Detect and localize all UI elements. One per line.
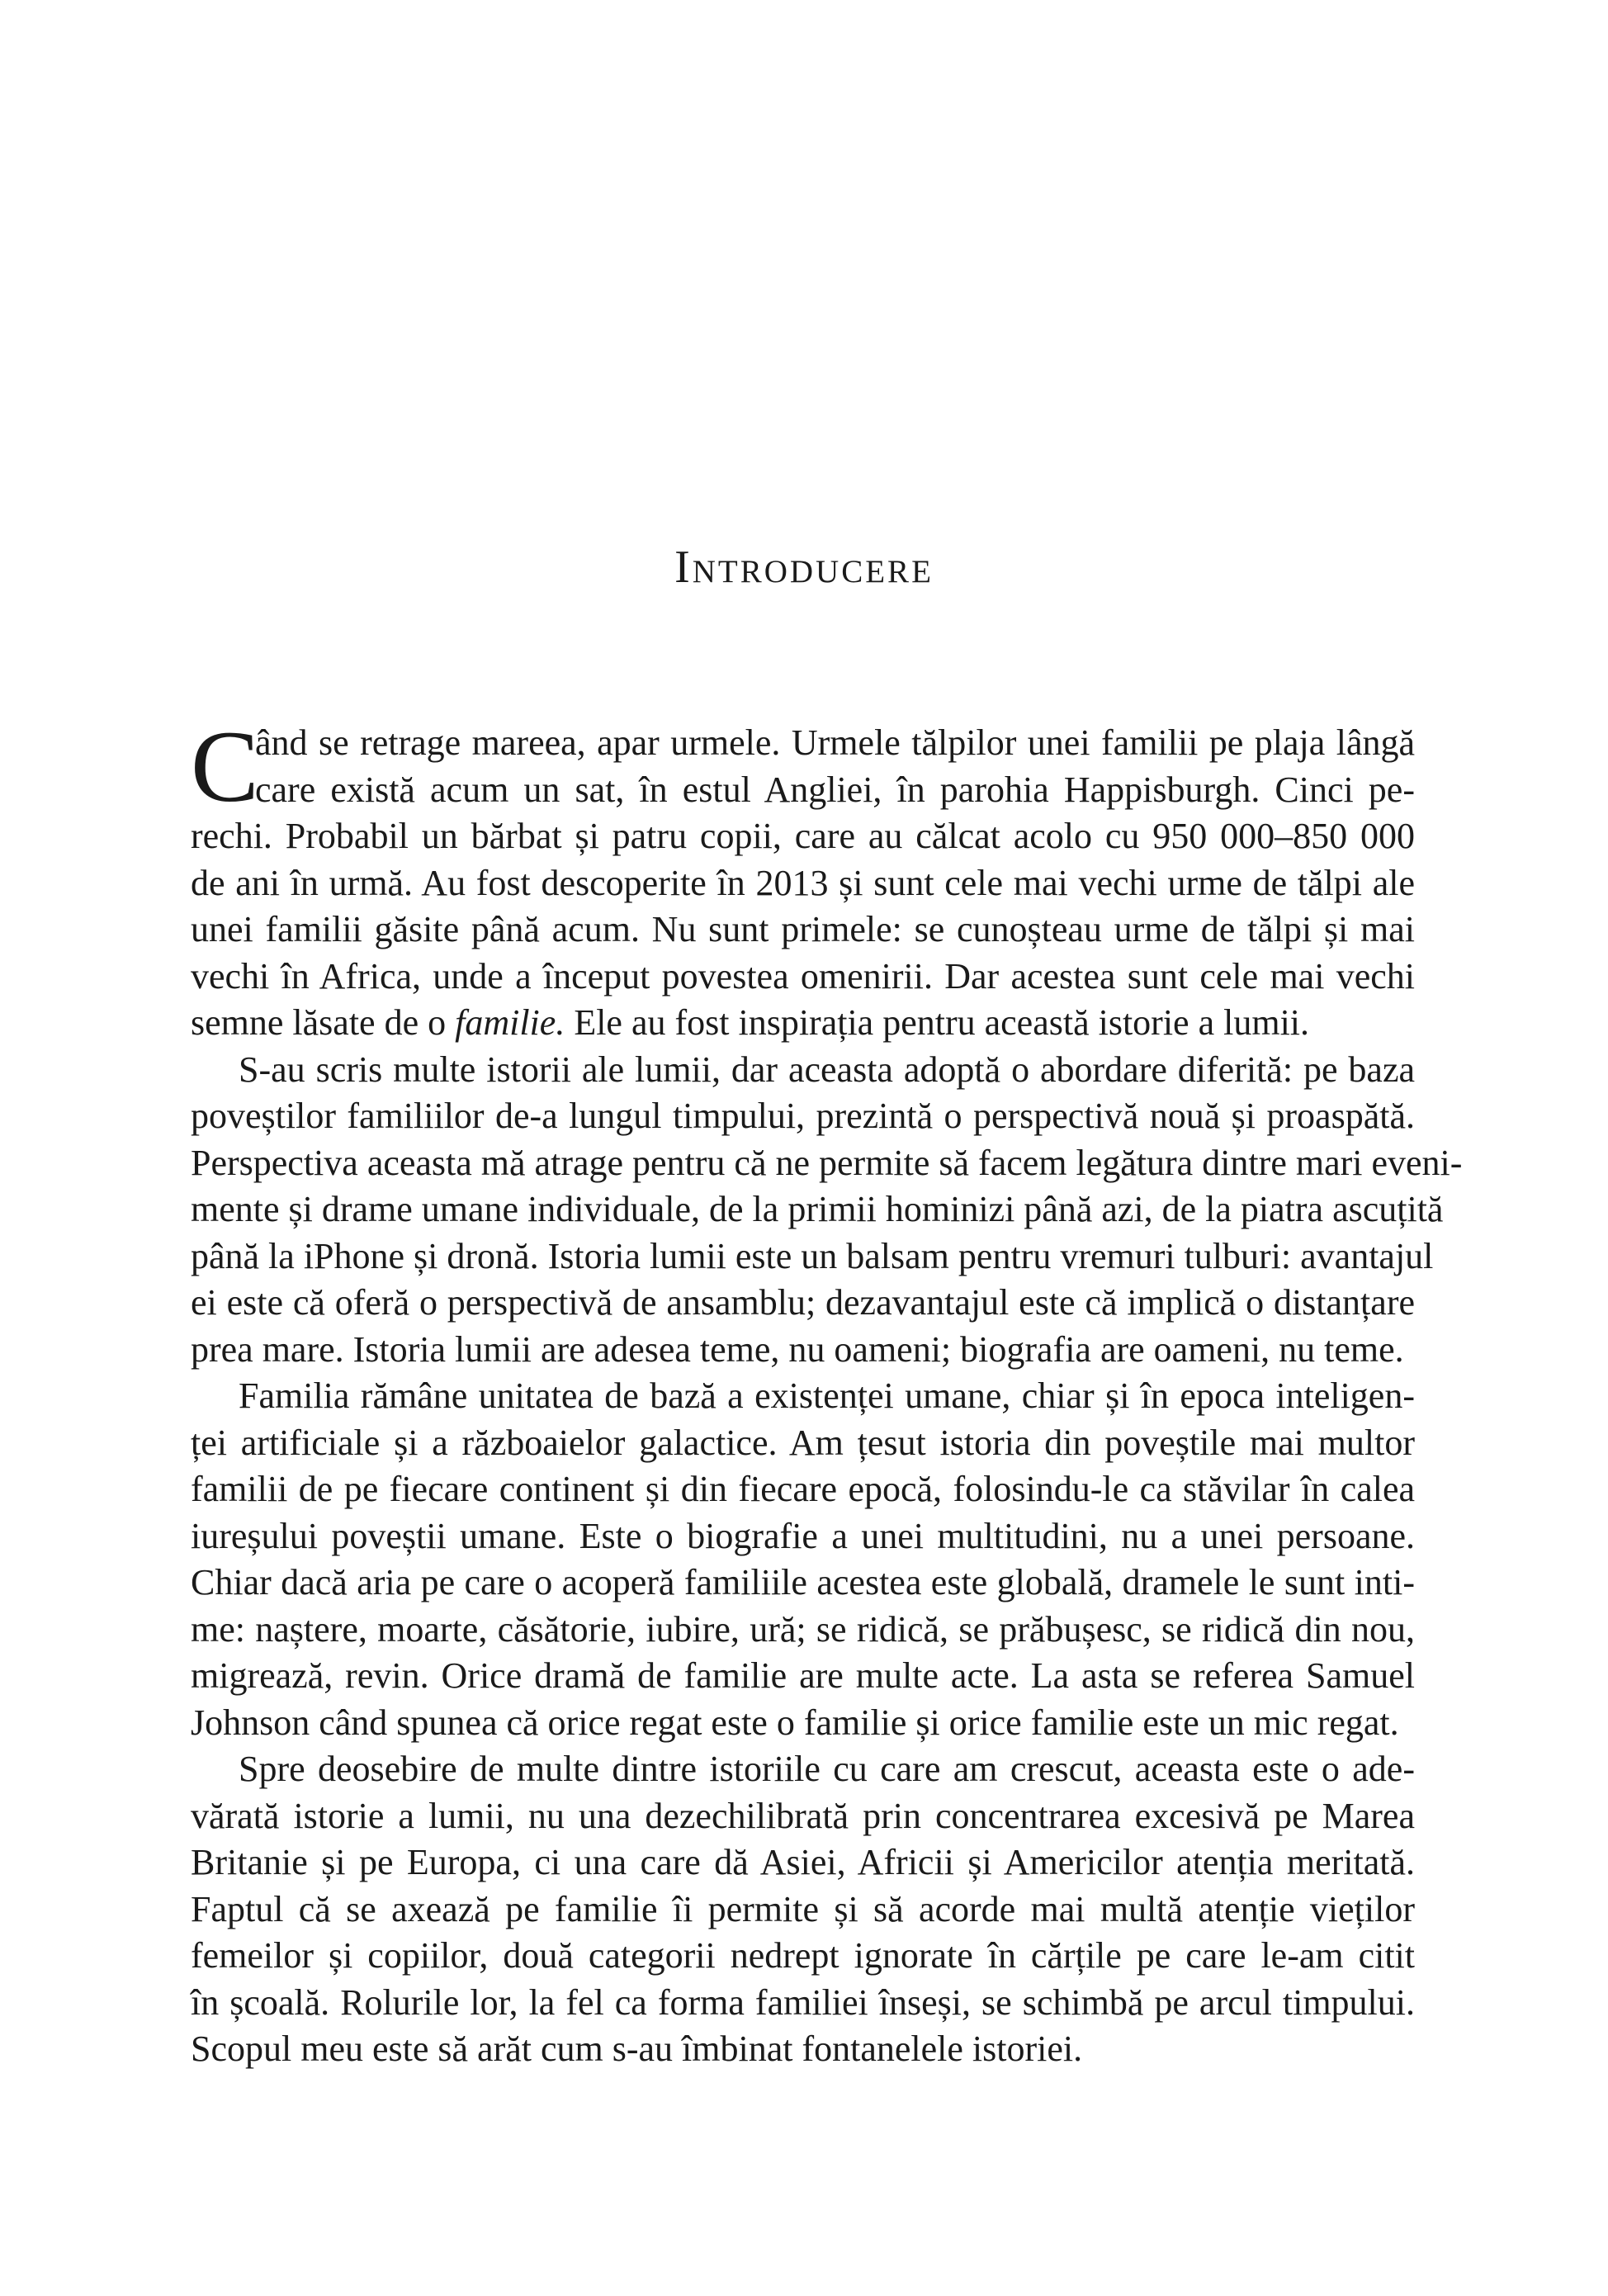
text-line: de ani în urmă. Au fost descoperite în 2013 și sunt cele mai vechi urme de tălpi ale xyxy=(191,862,1415,903)
text-line-last: prea mare. Istoria lumii are adesea teme, nu oameni; biografia are oameni, nu teme. xyxy=(191,1328,1404,1370)
text-line: care există acum un sat, în estul Angliei, în parohia Happisburgh. Cinci pe- xyxy=(255,769,1415,810)
paragraph-1 xyxy=(191,710,1415,1047)
paragraph-3 xyxy=(191,1373,1415,1746)
text-fragment: semne lăsate de o xyxy=(191,1002,456,1043)
text-line: mente și drame umane individuale, de la primii hominizi până azi, de la piatra ascuțită xyxy=(191,1189,1444,1229)
text-line: Familia rămâne unitatea de bază a existenței umane, chiar și în epoca inteligen- xyxy=(239,1375,1415,1416)
paragraph-2 xyxy=(191,1047,1463,1374)
text-line: ând se retrage mareea, apar urmele. Urmele tălpilor unei familii pe plaja lângă xyxy=(255,722,1415,763)
body-text xyxy=(191,710,1463,2073)
text-line: unei familii găsite până acum. Nu sunt primele: se cunoșteau urme de tălpi și mai xyxy=(191,909,1415,949)
text-line: Faptul că se axează pe familie îi permite și să acorde mai multă atenție vieților xyxy=(191,1888,1415,1929)
text-line: vărată istorie a lumii, nu una dezechilibrată prin concentrarea excesivă pe Marea xyxy=(191,1795,1415,1836)
text-line: S-au scris multe istorii ale lumii, dar aceasta adoptă o abordare diferită: pe baza xyxy=(239,1049,1415,1090)
text-line: ei este că oferă o perspectivă de ansamblu; dezavantajul este că implică o distanțare xyxy=(191,1282,1415,1323)
text-line-last xyxy=(191,1000,1415,1047)
paragraph-4 xyxy=(191,1746,1415,2073)
text-line: femeilor și copiilor, două categorii nedrept ignorate în cărțile pe care le-am citit xyxy=(191,1935,1415,1976)
text-line: până la iPhone și dronă. Istoria lumii este un balsam pentru vremuri tulburi: avantajul xyxy=(191,1235,1434,1276)
text-line-last: Scopul meu este să arăt cum s-au îmbinat fontanelele istoriei. xyxy=(191,2029,1083,2069)
chapter-title: Introducere xyxy=(674,542,934,593)
text-line: familii de pe fiecare continent și din fiecare epocă, folosindu-le ca stăvilar în calea xyxy=(191,1469,1415,1509)
text-line: iureșului poveștii umane. Este o biografie a unei multitudini, nu a unei persoane. xyxy=(191,1515,1415,1556)
text-line: rechi. Probabil un bărbat și patru copii, care au călcat acolo cu 950 000–850 000 xyxy=(191,816,1415,856)
text-fragment: Ele au fost inspirația pentru această istorie a lumii. xyxy=(565,1002,1310,1043)
text-line: ței artificiale și a războaielor galactice. Am țesut istoria din poveștile mai multor xyxy=(191,1422,1415,1463)
text-line: Spre deosebire de multe dintre istoriile cu care am crescut, aceasta este o ade- xyxy=(239,1749,1415,1789)
italic-word: familie. xyxy=(455,1002,565,1043)
text-line: poveștilor familiilor de-a lungul timpului, prezintă o perspectivă nouă și proaspătă. xyxy=(191,1096,1415,1136)
text-line: vechi în Africa, unde a început povestea omenirii. Dar acestea sunt cele mai vechi xyxy=(191,955,1415,997)
text-line: Britanie și pe Europa, ci una care dă Asiei, Africii și Americilor atenția meritată. xyxy=(191,1842,1415,1882)
text-line: migrează, revin. Orice dramă de familie are multe acte. La asta se referea Samuel xyxy=(191,1655,1415,1696)
text-line: Chiar dacă aria pe care o acoperă familiile acestea este globală, dramele le sunt inti- xyxy=(191,1562,1415,1602)
text-line: Perspectiva aceasta mă atrage pentru că ne permite să facem legătura dintre mari eveni- xyxy=(191,1142,1463,1183)
drop-cap: C xyxy=(191,710,259,823)
text-line: în școală. Rolurile lor, la fel ca forma familiei înseși, se schimbă pe arcul timpului. xyxy=(191,1981,1415,2023)
text-line-last: Johnson când spunea că orice regat este o familie și orice familie este un mic regat. xyxy=(191,1702,1399,1743)
text-line: me: naștere, moarte, căsătorie, iubire, ură; se ridică, se prăbușesc, se ridică din nou, xyxy=(191,1608,1415,1650)
